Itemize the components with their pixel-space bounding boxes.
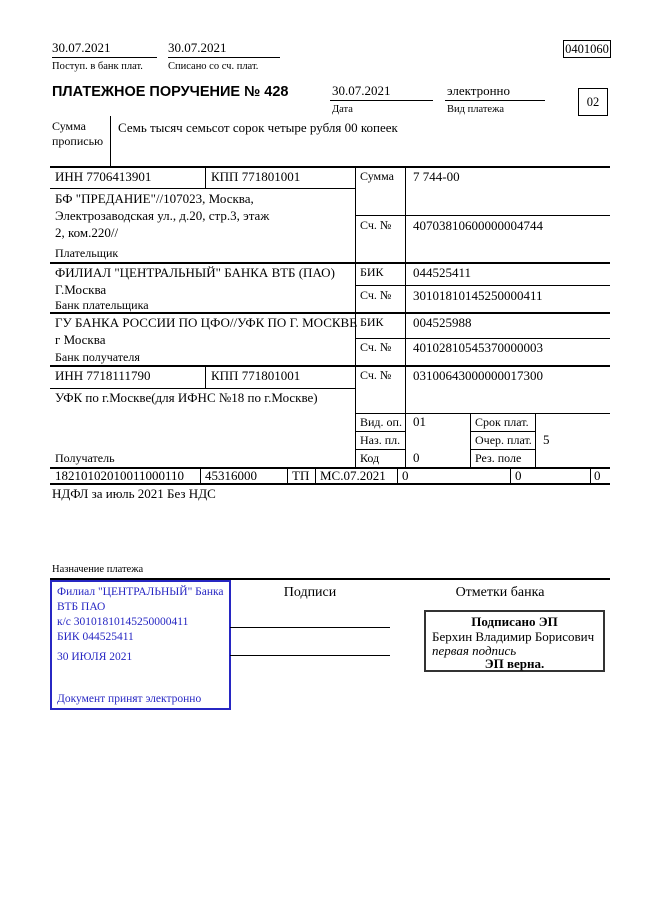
table-line: [355, 215, 610, 216]
amount-words-divider: [110, 116, 111, 166]
payment-kind-underline: [445, 100, 545, 101]
table-line: [205, 166, 206, 188]
beneficiary-inn: ИНН 7718111790: [55, 368, 151, 383]
tax-doc-number: 0: [402, 468, 409, 483]
table-line: [355, 431, 406, 432]
stamp-bank-name-line: ВТБ ПАО: [57, 601, 106, 613]
table-line: [470, 431, 536, 432]
payer-section-label: Плательщик: [55, 246, 119, 260]
table-line: [397, 467, 398, 483]
beneficiary-bank-section-label: Банк получателя: [55, 350, 140, 364]
srok-plat-label: Срок плат.: [475, 415, 529, 429]
kod-value: 0: [413, 450, 420, 465]
document-title: ПЛАТЕЖНОЕ ПОРУЧЕНИЕ № 428: [52, 84, 289, 100]
esign-verified: ЭП верна.: [484, 656, 545, 671]
payer-bank-bik: 044525411: [413, 265, 472, 280]
date-debited-underline: [168, 57, 280, 58]
amount-words-value: Семь тысяч семьсот сорок четыре рубля 00 копеек: [118, 120, 398, 135]
table-line: [535, 413, 536, 467]
table-line: [50, 262, 610, 264]
status-code: 02: [586, 94, 600, 109]
payer-bank-name: ФИЛИАЛ "ЦЕНТРАЛЬНЫЙ" БАНКА ВТБ (ПАО): [55, 265, 335, 280]
stamp-bank-name-line: Филиал "ЦЕНТРАЛЬНЫЙ" Банка: [57, 586, 224, 598]
doc-date-label: Дата: [332, 104, 353, 115]
payer-account: 40703810600000004744: [413, 218, 543, 233]
tax-oktmo: 45316000: [205, 468, 257, 483]
payer-bank-account: 30101810145250000411: [413, 288, 543, 303]
table-line: [355, 413, 610, 414]
beneficiary-account-label: Сч. №: [360, 368, 392, 382]
esign-subtitle: первая подпись: [432, 643, 517, 658]
payer-bank-account-label: Сч. №: [360, 288, 392, 302]
tax-doc-date: 0: [515, 468, 522, 483]
date-received-label: Поступ. в банк плат.: [52, 61, 143, 72]
sum-value: 7 744-00: [413, 169, 460, 184]
date-debited-value: 30.07.2021: [168, 40, 227, 55]
table-line: [470, 449, 536, 450]
vid-op-label: Вид. оп.: [360, 415, 402, 429]
table-line: [510, 467, 511, 483]
beneficiary-kpp: КПП 771801001: [211, 368, 301, 383]
beneficiary-bank-bik-label: БИК: [360, 315, 384, 329]
payer-account-label: Сч. №: [360, 218, 392, 232]
amount-words-label-1: Сумма: [52, 119, 86, 133]
esign-box: [424, 610, 605, 672]
doc-date-underline: [330, 100, 433, 101]
signature-line: [230, 655, 390, 656]
tax-period: МС.07.2021: [320, 468, 386, 483]
amount-words-label-2: прописью: [52, 134, 104, 148]
table-line: [50, 166, 610, 168]
beneficiary-bank-name: ГУ БАНКА РОССИИ ПО ЦФО//УФК ПО Г. МОСКВЕ: [55, 315, 358, 330]
beneficiary-section-label: Получатель: [55, 451, 115, 465]
ocher-plat-value: 5: [543, 432, 550, 447]
table-line: [355, 285, 610, 286]
table-line: [50, 388, 355, 389]
ocher-plat-label: Очер. плат.: [475, 433, 532, 447]
payer-bank-city: Г.Москва: [55, 282, 107, 297]
beneficiary-bank-bik: 004525988: [413, 315, 472, 330]
tax-kbk: 18210102010011000110: [55, 468, 185, 483]
payer-kpp: КПП 771801001: [211, 169, 301, 184]
beneficiary-bank-account: 40102810545370000003: [413, 340, 543, 355]
table-line: [50, 365, 610, 367]
date-received-underline: [52, 57, 157, 58]
payer-inn: ИНН 7706413901: [55, 169, 152, 184]
date-debited-label: Списано со сч. плат.: [168, 61, 259, 72]
kod-label: Код: [360, 451, 380, 465]
table-line: [355, 449, 406, 450]
table-line: [200, 467, 201, 483]
doc-date-value: 30.07.2021: [332, 83, 391, 98]
table-line: [287, 467, 288, 483]
table-line: [315, 467, 316, 483]
table-line: [50, 188, 355, 189]
table-line: [405, 166, 406, 467]
date-received-value: 30.07.2021: [52, 40, 111, 55]
payer-name-line: Электрозаводская ул., д.20, стр.3, этаж: [55, 208, 270, 223]
bank-marks-heading: Отметки банка: [455, 585, 545, 600]
table-line: [355, 338, 610, 339]
status-code-box: [578, 88, 608, 116]
tax-basis: ТП: [292, 468, 310, 483]
vid-op-value: 01: [413, 414, 426, 429]
table-line: [590, 467, 591, 483]
beneficiary-name: УФК по г.Москве(для ИФНС №18 по г.Москве): [55, 390, 318, 405]
purpose-text: НДФЛ за июль 2021 Без НДС: [52, 486, 216, 501]
payer-name-line: 2, ком.220//: [55, 225, 119, 240]
payer-bank-section-label: Банк плательщика: [55, 298, 149, 312]
payment-kind-value: электронно: [447, 83, 511, 98]
stamp-bik: БИК 044525411: [57, 631, 134, 643]
table-line: [205, 365, 206, 388]
purpose-label: Назначение платежа: [52, 564, 144, 575]
form-code-box: [563, 40, 611, 58]
payer-bank-bik-label: БИК: [360, 265, 384, 279]
table-line: [470, 413, 471, 467]
rez-pole-label: Рез. поле: [475, 451, 522, 465]
naz-pl-label: Наз. пл.: [360, 433, 401, 447]
tax-type: 0: [594, 468, 601, 483]
bank-stamp: [50, 580, 231, 710]
signatures-heading: Подписи: [283, 585, 337, 600]
beneficiary-bank-account-label: Сч. №: [360, 340, 392, 354]
beneficiary-account: 03100643000000017300: [413, 368, 543, 383]
sum-label: Сумма: [360, 169, 394, 183]
stamp-corr-account: к/с 30101810145250000411: [57, 616, 189, 628]
form-code: 0401060: [565, 41, 609, 56]
payer-name-line: БФ "ПРЕДАНИЕ"//107023, Москва,: [55, 191, 254, 206]
payment-kind-label: Вид платежа: [447, 104, 505, 115]
stamp-date: 30 ИЮЛЯ 2021: [57, 651, 133, 663]
stamp-accepted-note: Документ принят электронно: [57, 693, 202, 705]
esign-signer-name: Берхин Владимир Борисович: [432, 629, 595, 644]
esign-title: Подписано ЭП: [471, 614, 558, 629]
signature-line: [230, 627, 390, 628]
beneficiary-bank-city: г Москва: [55, 332, 106, 347]
